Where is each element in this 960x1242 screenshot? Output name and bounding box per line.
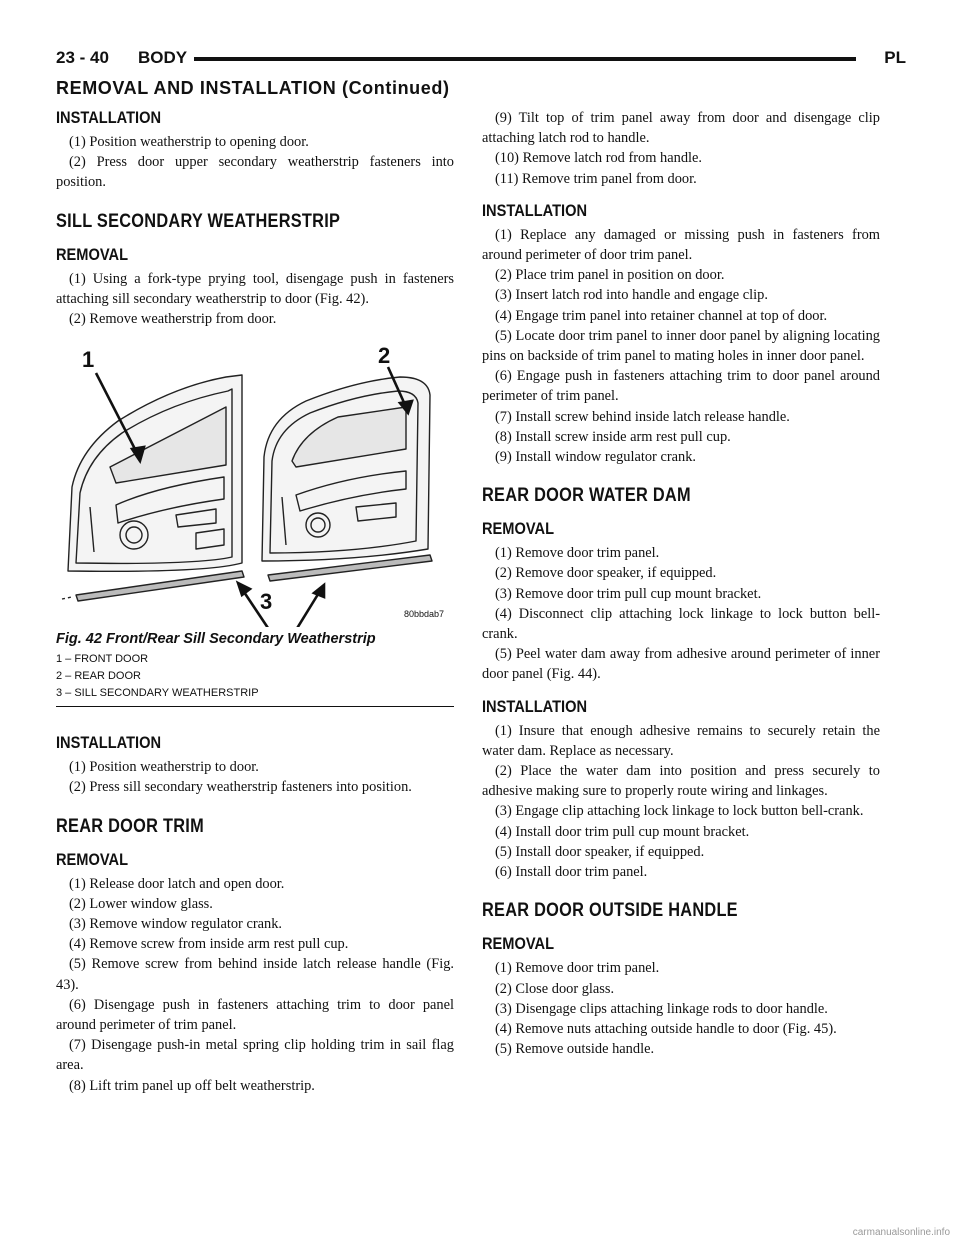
door-illustration [56,337,454,627]
step: (1) Using a fork-type prying tool, disengage push in fasteners attaching sill secondary weatherstrip to door (Fig. 42). [56,270,454,307]
step: (5) Remove outside handle. [495,1041,655,1058]
step: (3) Remove window regulator crank. [69,916,282,933]
step: (5) Remove screw from behind inside latch release handle (Fig. 43). [56,956,454,993]
step: (2) Press sill secondary weatherstrip fasteners into position. [69,779,412,796]
step: (1) Release door latch and open door. [69,875,285,892]
legend-item: 2 – REAR DOOR [56,670,141,683]
removal-heading: REMOVAL [482,934,555,954]
step: (9) Tilt top of trim panel away from door and disengage clip attaching latch rod to handle. [482,110,880,147]
step: (2) Press door upper secondary weatherstrip fasteners into position. [56,154,454,191]
step: (1) Insure that enough adhesive remains to securely retain the water dam. Replace as necessary. [482,722,880,759]
legend-item: 3 – SILL SECONDARY WEATHERSTRIP [56,687,259,700]
header-rule [194,57,856,61]
step: (7) Install screw behind inside latch release handle. [495,408,790,425]
step: (1) Remove door trim panel. [495,545,660,562]
step: (2) Lower window glass. [69,895,213,912]
section-title: REAR DOOR OUTSIDE HANDLE [482,900,738,922]
removal-heading: REMOVAL [56,244,129,264]
model-code: PL [884,48,906,67]
page-number: 23 - 40 [56,48,109,67]
step: (7) Disengage push-in metal spring clip holding trim in sail flag area. [56,1037,454,1074]
callout-1: 1 [82,347,95,373]
step: (5) Locate door trim panel to inner door panel by aligning locating pins on backside of trim panel to mating holes in inner door panel. [482,327,880,365]
section-name: BODY [138,48,188,67]
step: (4) Disconnect clip attaching lock linkage to lock button bell-crank. [482,605,880,643]
step: (1) Remove door trim panel. [495,960,660,977]
removal-heading: REMOVAL [482,519,555,539]
step: (3) Insert latch rod into handle and engage clip. [495,287,768,304]
figure-id: 80bbdab7 [403,609,444,620]
step: (5) Peel water dam away from adhesive around perimeter of inner door panel (Fig. 44). [482,646,880,683]
step: (6) Install door trim panel. [495,864,648,881]
right-column [482,108,880,1059]
step: (4) Install door trim pull cup mount bracket. [495,823,750,840]
section-title: SILL SECONDARY WEATHERSTRIP [56,210,341,232]
figure-legend [56,651,454,702]
step: (6) Engage push in fasteners attaching trim to door panel around perimeter of trim panel. [482,368,880,405]
section-title: REAR DOOR WATER DAM [482,485,691,507]
step: (9) Install window regulator crank. [495,449,697,466]
step: (2) Place the water dam into position and press securely to adhesive making sure to properly route wiring and linkages. [482,763,880,800]
section-title: REAR DOOR TRIM [56,815,204,837]
callout-3: 3 [260,589,273,615]
step: (2) Place trim panel in position on door. [495,267,725,284]
left-column [56,108,454,1096]
figure-42 [56,337,454,627]
installation-heading: INSTALLATION [482,696,588,716]
step: (8) Lift trim panel up off belt weatherstrip. [69,1077,315,1094]
step: (5) Install door speaker, if equipped. [495,843,705,860]
legend-item: 1 – FRONT DOOR [56,653,149,666]
installation-heading: INSTALLATION [482,200,588,220]
watermark: carmanualsonline.info [852,1227,950,1238]
installation-heading: INSTALLATION [56,733,162,753]
step: (3) Engage clip attaching lock linkage to lock button bell-crank. [495,803,864,820]
callout-2: 2 [378,343,391,369]
figure-rule [56,706,454,707]
step: (11) Remove trim panel from door. [495,170,697,187]
figure-caption: Fig. 42 Front/Rear Sill Secondary Weatherstrip [56,631,376,648]
removal-heading: REMOVAL [56,849,129,869]
step: (1) Replace any damaged or missing push in fasteners from around perimeter of door trim panel. [482,226,880,264]
step: (3) Disengage clips attaching linkage rods to door handle. [495,1000,828,1017]
step: (2) Remove weatherstrip from door. [69,311,277,328]
step: (10) Remove latch rod from handle. [495,150,702,167]
step: (6) Disengage push in fasteners attaching trim to door panel around perimeter of trim panel. [56,996,454,1034]
step: (2) Remove door speaker, if equipped. [495,565,717,582]
step: (4) Engage trim panel into retainer channel at top of door. [495,307,828,324]
step: (8) Install screw inside arm rest pull cup. [495,428,731,445]
step: (2) Close door glass. [495,980,615,997]
step: (1) Position weatherstrip to door. [69,759,259,776]
page-header [54,48,906,74]
installation-heading: INSTALLATION [56,108,162,127]
step: (3) Remove door trim pull cup mount bracket. [495,585,762,602]
continued-heading: REMOVAL AND INSTALLATION (Continued) [56,78,450,98]
step: (1) Position weatherstrip to opening door. [69,134,309,150]
step: (4) Remove nuts attaching outside handle to door (Fig. 45). [495,1020,837,1037]
step: (4) Remove screw from inside arm rest pull cup. [69,936,349,953]
